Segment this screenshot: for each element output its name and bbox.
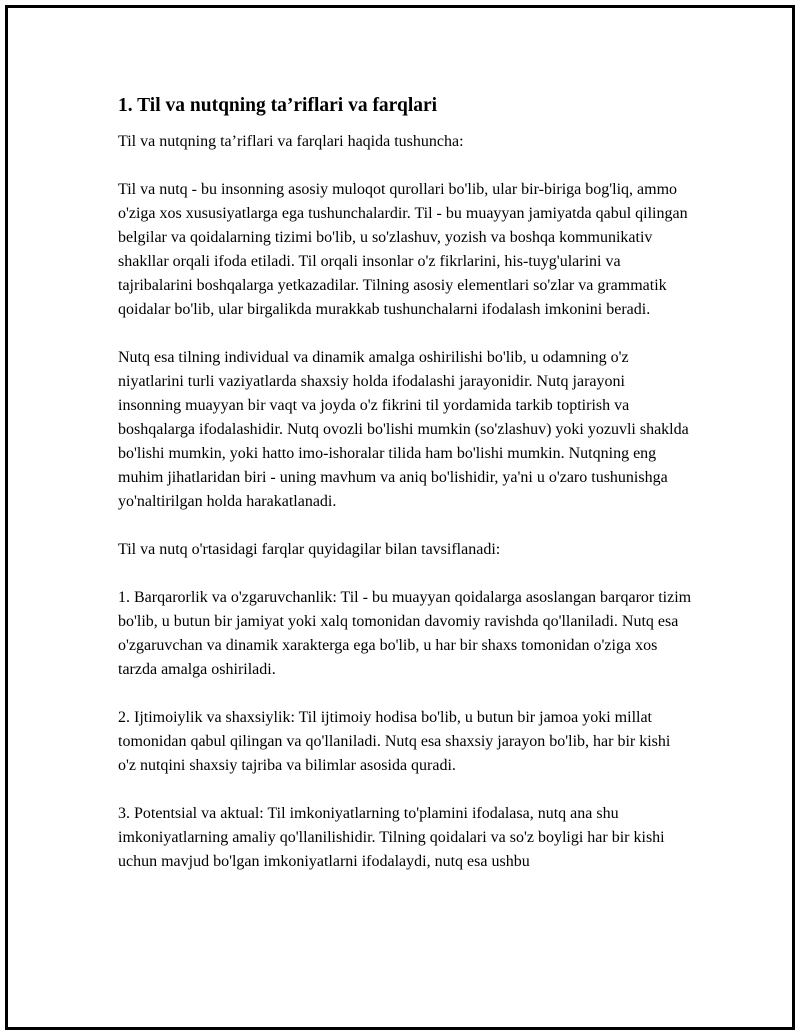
list-item-social: 2. Ijtimoiylik va shaxsiylik: Til ijtimoiy hodisa bo'lib, u butun bir jamoa yoki millat tomonidan qabul qilingan va qo'llaniladi. Nutq esa shaxsiy jarayon bo'lib, har bir kishi o'z nutqini shaxsiy tajriba va bilimlar asosida quradi. (118, 709, 671, 774)
section-heading: 1. Til va nutqning ta’riflari va farqlari (118, 95, 438, 116)
paragraph-definitions: Til va nutq - bu insonning asosiy muloqot qurollari bo'lib, ular bir-biriga bog'liq, ammo o'ziga xos xususiyatlarga ega tushunchalardir. Til - bu muayyan jamiyatda qabul qilingan belgilar va qoidalarning tizimi bo'lib, u so'zlashuv, yozish va boshqa kommunikativ shakllar orqali ifoda etiladi. Til orqali insonlar o'z fikrlarini, his-tuyg'ularini va tajribalarini boshqalarga yetkazadilar. Tilning asosiy elementlari so'zlar va grammatik qoidalar bo'lib, ular birgalikda murakkab tushunchalarni ifodalash imkonini beradi. (118, 181, 688, 318)
paragraph-differences-intro: Til va nutq o'rtasidagi farqlar quyidagilar bilan tavsiflanadi: (118, 541, 501, 558)
list-item-stability: 1. Barqarorlik va o'zgaruvchanlik: Til - bu muayyan qoidalarga asoslangan barqaror tizim bo'lib, u butun bir jamiyat yoki xalq tomonidan davomiy ravishda qo'llaniladi. Nutq esa o'zgaruvchan va dinamik xarakterga ega bo'lib, u har bir shaxs tomonidan o'ziga xos tarzda amalga oshiriladi. (118, 589, 692, 678)
intro-paragraph: Til va nutqning ta’riflari va farqlari haqida tushuncha: (118, 133, 464, 150)
paragraph-speech: Nutq esa tilning individual va dinamik amalga oshirilishi bo'lib, u odamning o'z niyatlarini turli vaziyatlarda shaxsiy holda ifodalashi jarayonidir. Nutq jarayoni insonning muayyan bir vaqt va joyda o'z fikrini til yordamida tarkib toptirish va boshqalarga ifodalashidir. Nutq ovozli bo'lishi mumkin (so'zlashuv) yoki yozuvli shaklda bo'lishi mumkin, yoki hatto imo-ishoralar tilida ham bo'lishi mumkin. Nutqning eng muhim jihatlaridan biri - uning mavhum va aniq bo'lishidir, ya'ni u o'zaro tushunishga yo'naltirilgan holda harakatlanadi. (118, 349, 689, 510)
document-body (118, 94, 692, 874)
list-item-potential: 3. Potentsial va aktual: Til imkoniyatlarning to'plamini ifodalasa, nutq ana shu imkoniyatlarning amaliy qo'llanilishidir. Tilning qoidalari va so'z boyligi har bir kishi uchun mavjud bo'lgan imkoniyatlarni ifodalaydi, nutq esa ushbu (118, 805, 665, 870)
